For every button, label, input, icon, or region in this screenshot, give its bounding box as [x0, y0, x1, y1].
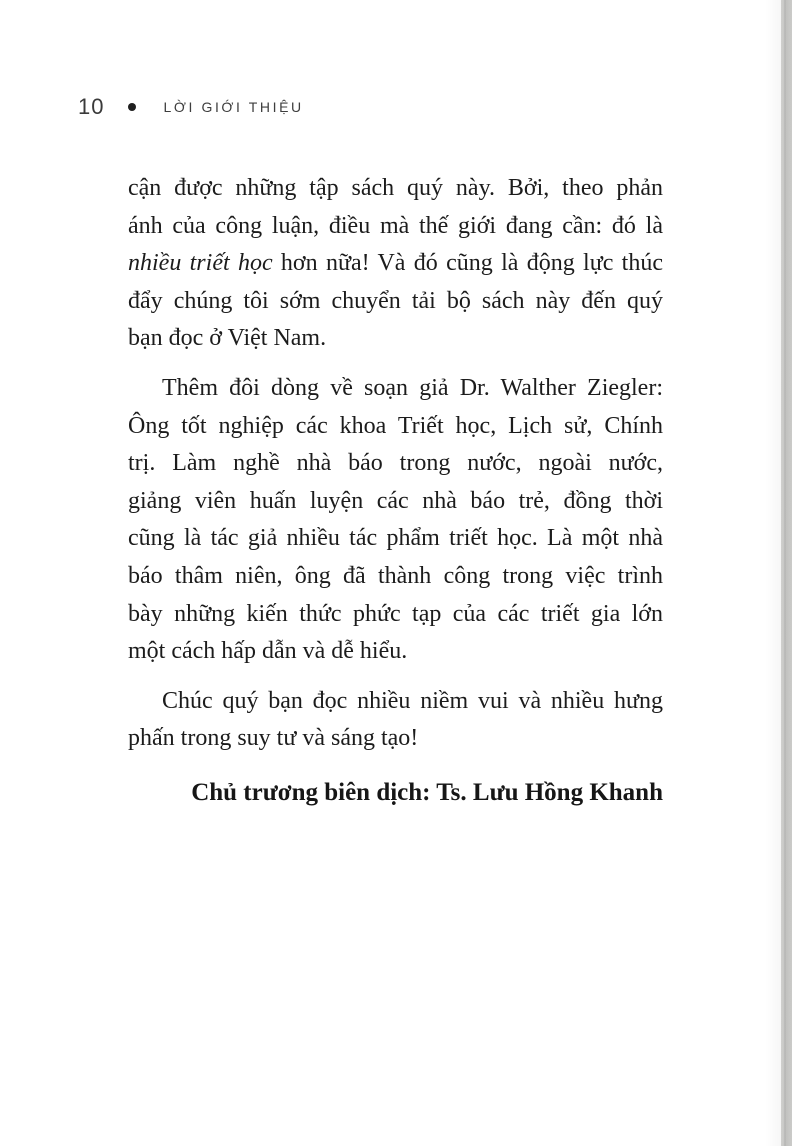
- text-segment: bày những kiến thức phức tạp của các triết gia lớn: [128, 600, 663, 627]
- text-segment: một cách hấp dẫn và dễ hiểu.: [128, 638, 408, 665]
- text-segment: ánh của công luận, điều mà thế giới đang cần: đó là: [128, 212, 663, 239]
- translation-credit: Chủ trương biên dịch: Ts. Lưu Hồng Khanh: [191, 778, 663, 806]
- paragraph: [128, 170, 663, 358]
- text-line: [128, 520, 663, 558]
- text-segment: Chúc quý bạn đọc nhiều niềm vui và nhiều hưng: [162, 687, 663, 714]
- text-segment: cận được những tập sách quý này. Bởi, theo phản: [128, 175, 663, 201]
- text-line: [128, 483, 663, 521]
- text-line: [128, 170, 663, 208]
- paragraph: [128, 370, 663, 671]
- text-segment: báo thâm niên, ông đã thành công trong việc trình: [128, 562, 663, 589]
- text-segment: phấn trong suy tư và sáng tạo!: [128, 725, 419, 752]
- text-segment: cũng là tác giả nhiều tác phẩm triết học. Là một nhà: [128, 525, 663, 552]
- text-line: [128, 320, 663, 358]
- italic-text: nhiều triết học: [128, 250, 273, 277]
- text-line: [128, 445, 663, 483]
- section-title: LỜI GIỚI THIỆU: [163, 99, 304, 115]
- text-segment: bạn đọc ở Việt Nam.: [128, 325, 327, 352]
- text-line: [128, 558, 663, 596]
- text-line: [128, 720, 663, 758]
- text-segment: trị. Làm nghề nhà báo trong nước, ngoài nước,: [128, 450, 663, 477]
- text-segment: Ông tốt nghiệp các khoa Triết học, Lịch sử, Chính: [128, 412, 663, 439]
- text-line: [128, 408, 663, 446]
- text-line: [128, 245, 663, 283]
- text-line: [128, 370, 663, 408]
- text-segment: đẩy chúng tôi sớm chuyển tải bộ sách này đến quý: [128, 287, 663, 314]
- text-line: [128, 683, 663, 721]
- text-line: [128, 283, 663, 321]
- text-line: [128, 208, 663, 246]
- bullet-icon: [128, 103, 136, 111]
- paragraph: [128, 683, 663, 758]
- page-edge-strip: [781, 0, 792, 1146]
- running-header: [78, 94, 304, 120]
- text-block: [128, 170, 663, 812]
- page-number: 10: [78, 94, 105, 119]
- text-segment: hơn nữa! Và đó cũng là động lực thúc: [272, 250, 664, 277]
- text-line: [128, 596, 663, 634]
- text-line: [128, 633, 663, 671]
- page-right-shading: [765, 0, 781, 1146]
- text-segment: giảng viên huấn luyện các nhà báo trẻ, đồng thời: [128, 487, 663, 514]
- text-segment: Thêm đôi dòng về soạn giả Dr. Walther Ziegler:: [162, 374, 663, 401]
